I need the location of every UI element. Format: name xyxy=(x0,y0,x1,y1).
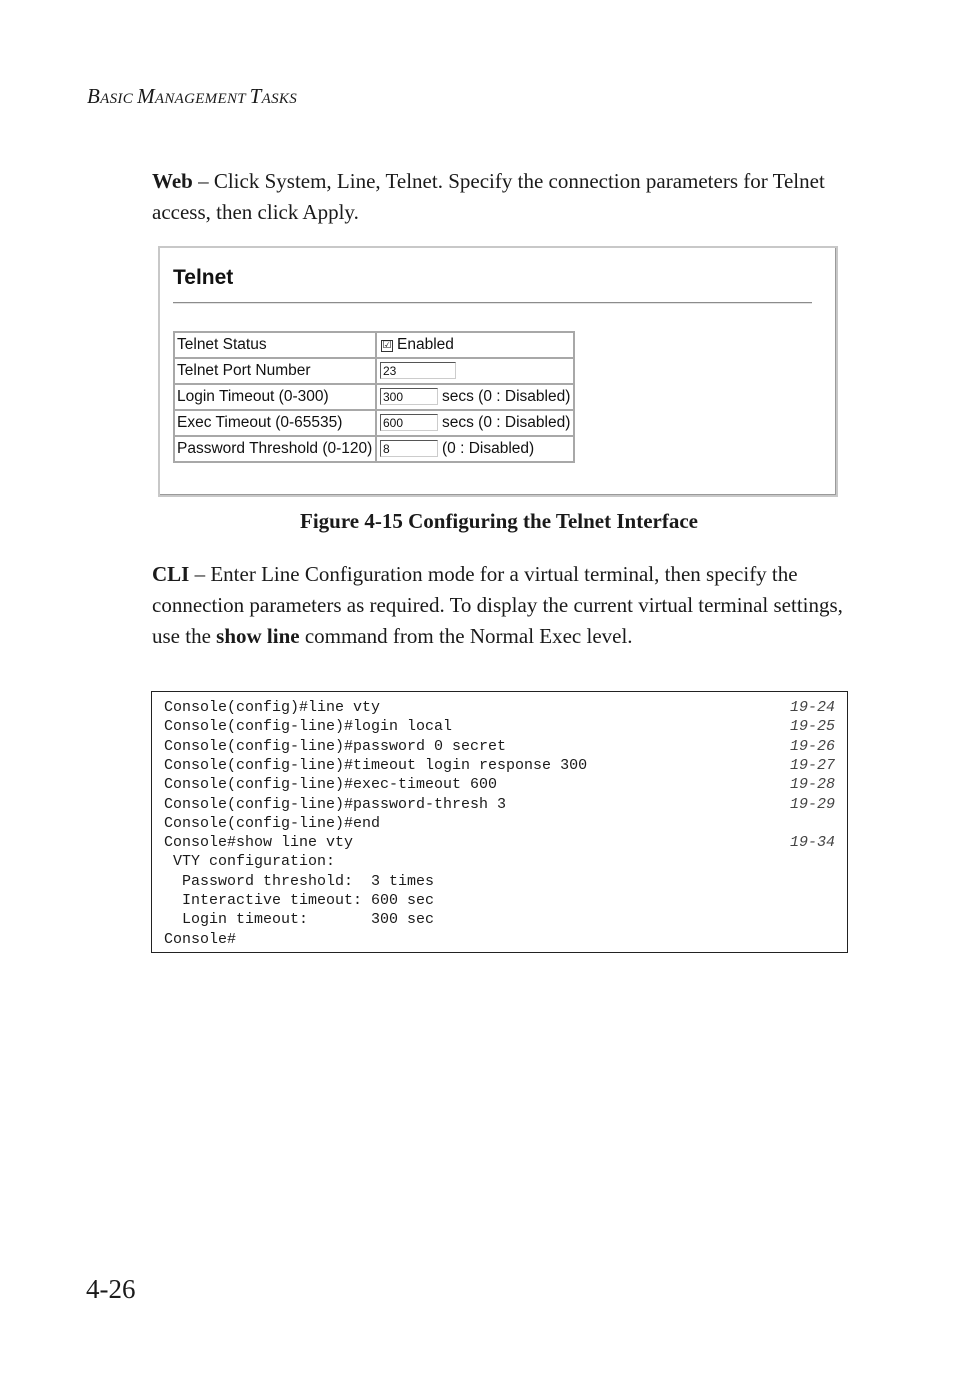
code-line xyxy=(164,775,835,794)
login-timeout-label: Login Timeout (0-300) xyxy=(174,384,376,410)
panel-divider xyxy=(173,302,812,304)
login-timeout-unit: secs (0 : Disabled) xyxy=(442,388,571,405)
telnet-settings-table xyxy=(173,331,575,463)
table-row xyxy=(174,358,574,384)
code-reference: 19-26 xyxy=(789,737,835,755)
code-reference: 19-24 xyxy=(789,699,835,716)
code-line xyxy=(164,833,835,852)
telnet-status-cell xyxy=(376,332,574,358)
web-label: Web xyxy=(152,169,193,193)
header-rest-basic: ASIC xyxy=(100,91,138,107)
table-row xyxy=(174,436,574,462)
code-text: VTY configuration: xyxy=(164,853,336,871)
exec-timeout-unit: secs (0 : Disabled) xyxy=(442,414,571,431)
exec-timeout-label: Exec Timeout (0-65535) xyxy=(174,410,376,436)
telnet-port-cell xyxy=(376,358,574,384)
code-line xyxy=(164,814,835,833)
code-line xyxy=(164,910,835,929)
code-text: Interactive timeout: 600 sec xyxy=(164,892,435,909)
exec-timeout-input[interactable]: 600 xyxy=(380,414,438,431)
code-line xyxy=(164,717,835,736)
telnet-status-label: Telnet Status xyxy=(174,332,376,358)
cli-paragraph xyxy=(152,559,852,652)
code-line xyxy=(164,795,835,814)
header-initial-t: T xyxy=(249,84,262,108)
code-line xyxy=(164,737,835,756)
cli-text-2: command from the Normal Exec level. xyxy=(299,624,633,648)
table-row xyxy=(174,332,574,358)
enabled-checkbox-label: Enabled xyxy=(397,336,454,353)
cli-text-1: – Enter Line Configuration mode for a virtual terminal, then specify the connection parameters as required. To display the current virtual terminal settings, use the xyxy=(152,562,843,648)
exec-timeout-cell xyxy=(376,410,574,436)
login-timeout-cell xyxy=(376,384,574,410)
panel-title: Telnet xyxy=(173,266,234,289)
code-text: Console(config-line)#end xyxy=(164,814,381,832)
code-reference: 19-27 xyxy=(789,756,835,774)
web-text: – Click System, Line, Telnet. Specify the connection parameters for Telnet access, then click Apply. xyxy=(152,169,825,224)
figure-caption: Figure 4-15 Configuring the Telnet Interface xyxy=(300,509,698,533)
telnet-port-label: Telnet Port Number xyxy=(174,358,376,384)
code-text: Console# xyxy=(164,930,237,948)
telnet-panel xyxy=(158,246,838,497)
login-timeout-input[interactable]: 300 xyxy=(380,388,438,405)
web-paragraph xyxy=(152,166,852,228)
code-text: Password threshold: 3 times xyxy=(164,872,435,890)
page-number: 4-26 xyxy=(86,1274,136,1304)
password-threshold-input[interactable]: 8 xyxy=(380,440,438,457)
show-line-command: show line xyxy=(216,624,300,648)
code-text: Console(config-line)#timeout login response 300 xyxy=(164,756,588,774)
code-text: Console(config-line)#login local xyxy=(164,718,453,736)
telnet-port-input[interactable]: 23 xyxy=(380,362,456,379)
header-rest-management: ANAGEMENT xyxy=(154,91,250,107)
cli-code-block xyxy=(151,691,848,953)
code-reference: 19-25 xyxy=(789,718,835,736)
code-line xyxy=(164,698,835,717)
password-threshold-cell xyxy=(376,436,574,462)
code-text: Console#show line vty xyxy=(164,834,354,852)
code-reference: 19-34 xyxy=(789,834,835,852)
table-row xyxy=(174,410,574,436)
cli-label: CLI xyxy=(152,562,190,586)
code-text: Login timeout: 300 sec xyxy=(164,911,435,929)
running-header xyxy=(87,84,297,109)
code-text: Console(config-line)#password-thresh 3 xyxy=(164,795,507,813)
code-text: Console(config-line)#password 0 secret xyxy=(164,737,507,755)
code-line xyxy=(164,872,835,891)
header-initial-m: M xyxy=(137,84,155,108)
password-threshold-label: Password Threshold (0-120) xyxy=(174,436,376,462)
code-line xyxy=(164,930,835,949)
code-text: Console(config-line)#exec-timeout 600 xyxy=(164,776,498,794)
password-threshold-unit: (0 : Disabled) xyxy=(442,440,535,457)
code-reference: 19-29 xyxy=(789,795,835,813)
code-line xyxy=(164,891,835,910)
table-row xyxy=(174,384,574,410)
header-rest-tasks: ASKS xyxy=(261,91,298,107)
code-line xyxy=(164,756,835,775)
code-text: Console(config)#line vty xyxy=(164,699,381,716)
code-reference: 19-28 xyxy=(789,776,835,794)
header-initial-b: B xyxy=(87,84,101,108)
enabled-checkbox[interactable]: ☑ xyxy=(382,340,392,351)
code-line xyxy=(164,852,835,871)
